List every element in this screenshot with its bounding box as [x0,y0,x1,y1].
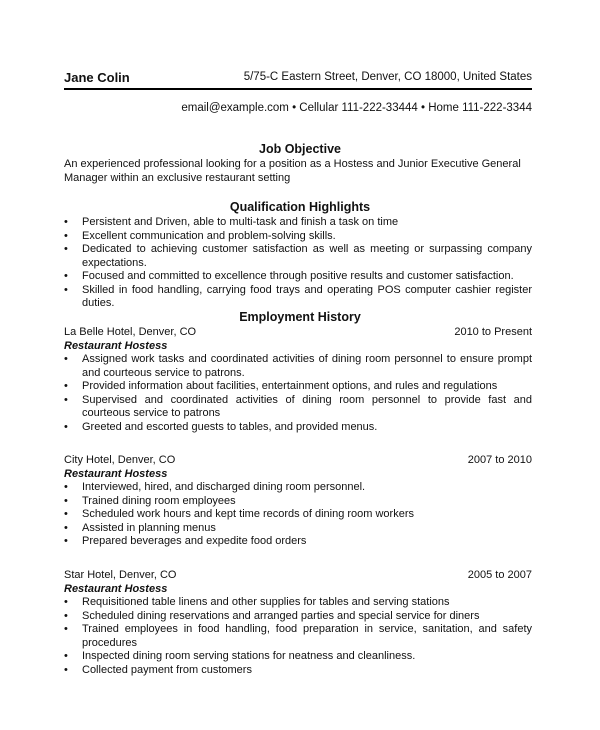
duty-text: Assisted in planning menus [82,521,216,534]
list-item [64,522,532,536]
list-item [64,535,532,549]
qualifications-list [64,216,532,311]
bullet: • [64,243,68,255]
list-item [64,664,532,678]
list-item [64,394,532,421]
contact-line: email@example.com • Cellular 111-222-33444 • Home 111-222-3344 [181,102,532,114]
bullet: • [64,521,68,534]
list-item [64,508,532,522]
qualification-text: Focused and committed to excellence through positive results and customer satisfaction. [82,270,514,282]
list-item [64,650,532,664]
address: 5/75-C Eastern Street, Denver, CO 18000, United States [243,71,532,83]
employer: City Hotel, Denver, CO [64,454,176,466]
duty-text: Trained dining room employees [82,494,236,507]
bullet: • [64,353,68,365]
list-item [64,284,532,311]
duty-text: Greeted and escorted guests to tables, and provided menus. [82,420,378,433]
bullet: • [64,623,68,635]
list-item [64,270,532,284]
bullet: • [64,650,68,662]
duty-text: Scheduled work hours and kept time records of dining room workers [82,508,414,520]
bullet: • [64,216,68,228]
duties-list [64,353,532,434]
duty-text: Interviewed, hired, and discharged dining room personnel. [82,481,366,493]
bullet: • [64,270,68,282]
qualification-text: Excellent communication and problem-solving skills. [82,229,336,242]
employer: La Belle Hotel, Denver, CO [64,326,197,338]
qualification-text: Dedicated to achieving customer satisfaction as well as meeting or surpassing company expectations. [82,243,532,269]
bullet: • [64,229,68,242]
bullet: • [64,663,68,676]
duties-list [64,596,532,677]
objective-text: An experienced professional looking for a position as a Hostess and Junior Executive General Manager within an exclusive restaurant setting [64,158,521,184]
duty-text: Assigned work tasks and coordinated activities of dining room personnel to ensure prompt and courteous service to patrons. [82,353,532,379]
job-entry [64,454,532,549]
list-item [64,610,532,624]
bullet: • [64,508,68,520]
duty-text: Supervised and coordinated activities of dining room personnel to provide fast and courteous service to patrons [82,393,532,419]
qualification-text: Persistent and Driven, able to multi-task and finish a task on time [82,216,399,228]
list-item [64,380,532,394]
employer: Star Hotel, Denver, CO [64,569,177,581]
bullet: • [64,535,68,547]
bullet: • [64,494,68,507]
list-item [64,596,532,610]
duty-text: Scheduled dining reservations and arranged parties and special service for diners [82,609,480,622]
employment-heading: Employment History [239,310,361,324]
bullet: • [64,380,68,392]
duty-text: Provided information about facilities, entertainment options, and rules and regulations [82,380,498,392]
qualification-text: Skilled in food handling, carrying food trays and operating POS computer cashier register duties. [82,283,532,309]
duty-text: Prepared beverages and expedite food orders [82,535,307,547]
duties-list [64,481,532,549]
list-item [64,216,532,230]
list-item [64,421,532,435]
list-item [64,481,532,495]
duty-text: Requisitioned table linens and other supplies for tables and serving stations [82,596,450,608]
candidate-name: Jane Colin [64,70,130,85]
objective-heading: Job Objective [259,142,341,156]
list-item [64,243,532,270]
job-dates: 2010 to Present [454,326,532,338]
bullet: • [64,609,68,622]
duty-text: Inspected dining room serving stations for neatness and cleanliness. [82,650,416,662]
job-title: Restaurant Hostess [64,467,168,480]
list-item [64,230,532,244]
job-entry [64,569,532,677]
bullet: • [64,596,68,608]
qualifications-heading: Qualification Highlights [229,200,371,214]
list-item [64,353,532,380]
list-item [64,495,532,509]
list-item [64,623,532,650]
bullet: • [64,481,68,493]
job-entry [64,326,532,434]
duty-text: Trained employees in food handling, food preparation in service, sanitation, and safety procedures [82,623,532,649]
bullet: • [64,393,68,406]
bullet: • [64,420,68,433]
bullet: • [64,283,68,296]
job-title: Restaurant Hostess [64,582,168,595]
job-title: Restaurant Hostess [64,339,168,352]
job-dates: 2005 to 2007 [467,569,532,581]
job-dates: 2007 to 2010 [467,454,532,466]
duty-text: Collected payment from customers [82,663,252,676]
header-divider [64,88,532,90]
